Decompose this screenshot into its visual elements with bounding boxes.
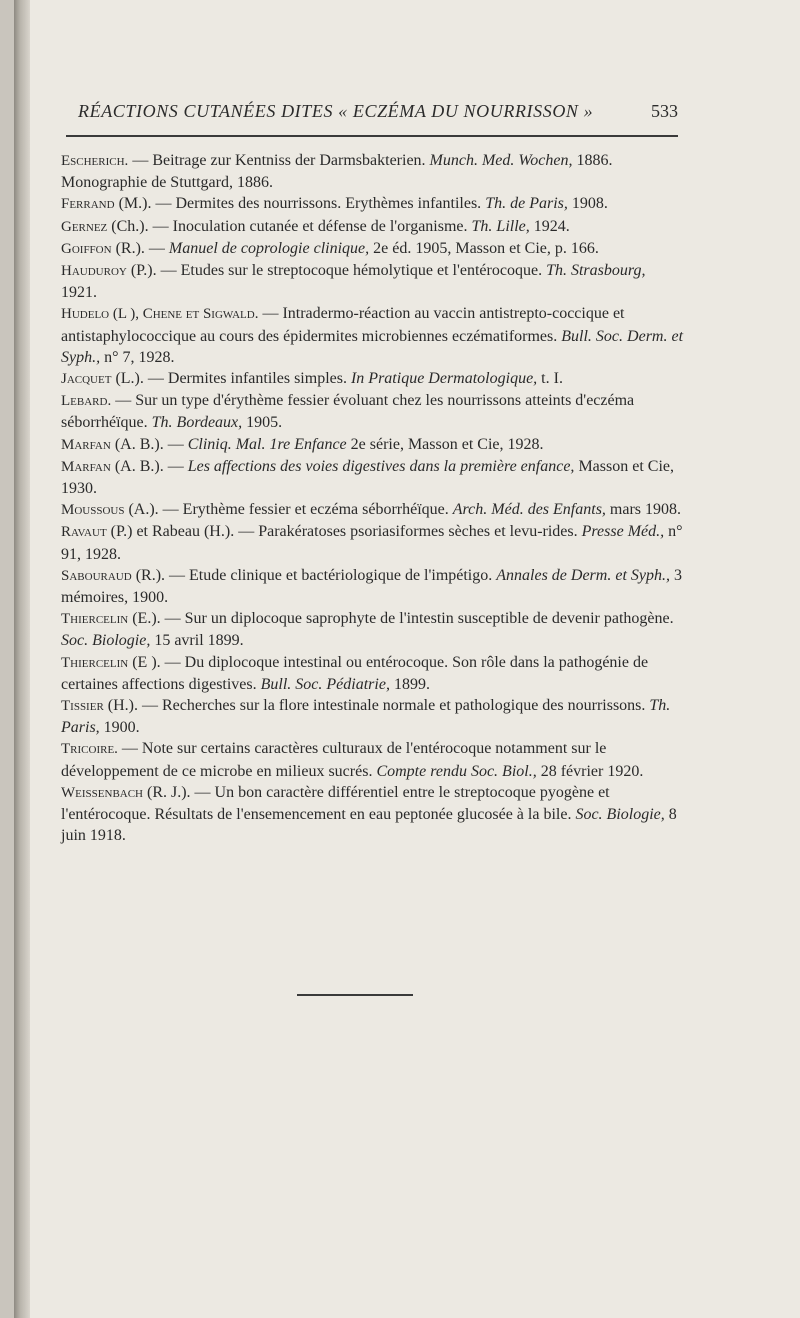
entry-author: Thiercelin bbox=[61, 611, 129, 628]
bibliography-entry bbox=[61, 499, 683, 521]
entry-author: Tricoire. bbox=[61, 741, 118, 758]
entry-italic: Munch. Med. Wochen, bbox=[429, 152, 573, 169]
page-binding-shadow bbox=[14, 0, 30, 1318]
entry-author: Ferrand bbox=[61, 196, 115, 213]
closing-rule bbox=[297, 994, 413, 996]
running-title: RÉACTIONS CUTANÉES DITES « ECZÉMA DU NOURRISSON » bbox=[78, 101, 594, 121]
entry-text: 8 juin 1918. bbox=[61, 806, 677, 845]
entry-text: 1905. bbox=[242, 414, 283, 432]
entry-text: 28 février 1920. bbox=[536, 762, 644, 780]
entry-text: 1886. Monographie de Stuttgard, 1886. bbox=[61, 152, 613, 192]
entry-text: (P.) et Rabeau (H.). — Parakératoses psoriasiformes sèches et levu-rides. bbox=[106, 523, 582, 541]
bibliography-entry bbox=[61, 434, 683, 456]
bibliography-entry bbox=[61, 608, 683, 651]
entry-author: Moussous bbox=[61, 502, 125, 519]
entry-italic: Bull. Soc. Pédiatrie, bbox=[260, 675, 390, 693]
entry-author: Jacquet bbox=[61, 371, 112, 388]
entry-text: (P.). — Etudes sur le streptocoque hémolytique et l'entérocoque. bbox=[126, 262, 547, 280]
entry-author: Hudelo (L ), Chene et Sigwald. bbox=[61, 306, 259, 323]
entry-italic: Compte rendu Soc. Biol., bbox=[376, 762, 537, 780]
book-page bbox=[14, 0, 800, 1318]
entry-text: (A. B.). — bbox=[110, 435, 188, 453]
entry-italic: In Pratique Dermatologique, bbox=[350, 370, 538, 388]
entry-italic: Presse Méd., bbox=[581, 523, 665, 541]
entry-text: (R.). — Etude clinique et bactériologique de l'impétigo. bbox=[131, 566, 497, 584]
bibliography-entry bbox=[61, 782, 683, 847]
entry-italic: Cliniq. Mal. 1re Enfance bbox=[187, 435, 347, 453]
entry-text: (E ). — Du diplocoque intestinal ou entérocoque. Son rôle dans la pathogénie de certaines affections digestives. bbox=[61, 653, 649, 693]
entry-italic: Th. de Paris, bbox=[485, 195, 568, 213]
entry-text: — Beitrage zur Kentniss der Darmsbakterien. bbox=[128, 152, 430, 169]
entry-author: Thiercelin bbox=[61, 654, 129, 671]
entry-text: 1921. bbox=[61, 284, 97, 302]
entry-text: 1924. bbox=[529, 217, 570, 235]
header-rule bbox=[66, 135, 678, 137]
entry-italic: Arch. Méd. des Enfants, bbox=[452, 501, 606, 519]
bibliography-entry bbox=[61, 652, 683, 695]
entry-italic: Les affections des voies digestives dans la première enfance, bbox=[187, 457, 575, 475]
entry-author: Gernez bbox=[61, 218, 108, 235]
entry-author: Goiffon bbox=[61, 240, 112, 257]
page-number: 533 bbox=[651, 101, 678, 121]
entry-text: (E.). — Sur un diplocoque saprophyte de l'intestin susceptible de devenir pathogène. bbox=[128, 610, 674, 628]
entry-italic: Th. Bordeaux, bbox=[151, 414, 243, 432]
entry-author: Sabouraud bbox=[61, 567, 132, 584]
bibliography-entry bbox=[61, 238, 683, 260]
bibliography-list bbox=[61, 150, 683, 847]
entry-text: (Ch.). — Inoculation cutanée et défense de l'organisme. bbox=[107, 217, 472, 235]
entry-author: Weissenbach bbox=[61, 784, 143, 801]
entry-text: n° 7, 1928. bbox=[100, 348, 175, 366]
entry-text: 1900. bbox=[99, 719, 140, 737]
entry-author: Escherich. bbox=[61, 153, 129, 169]
entry-text: (M.). — Dermites des nourrissons. Erythèmes infantiles. bbox=[114, 195, 486, 213]
entry-italic: Manuel de coprologie clinique, bbox=[168, 239, 370, 257]
entry-text: (A. B.). — bbox=[110, 457, 188, 475]
bibliography-entry bbox=[61, 150, 683, 193]
entry-italic: Bull. Soc. Derm. et Syph., bbox=[61, 327, 684, 366]
entry-text: 2e série, Masson et Cie, 1928. bbox=[346, 435, 544, 453]
entry-text: n° 91, 1928. bbox=[61, 523, 683, 563]
entry-text: — Sur un type d'érythème fessier évoluant chez les nourrissons atteints d'eczéma séborrhéïque. bbox=[61, 392, 635, 432]
entry-text: 1899. bbox=[389, 675, 430, 693]
bibliography-entry bbox=[61, 738, 683, 781]
entry-text: (A.). — Erythème fessier et eczéma séborrhéïque. bbox=[124, 501, 453, 519]
entry-text: 1908. bbox=[567, 195, 608, 213]
entry-text: t. I. bbox=[537, 370, 563, 388]
bibliography-entry bbox=[61, 260, 683, 303]
bibliography-entry bbox=[61, 521, 683, 564]
entry-author: Tissier bbox=[61, 698, 104, 715]
bibliography-entry bbox=[61, 565, 683, 608]
entry-text: — Intradermo-réaction au vaccin antistrepto-coccique et antistaphylococcique au cours des épidermites microbiennes eczématiformes. bbox=[61, 305, 625, 345]
entry-italic: Th. Strasbourg, bbox=[546, 262, 646, 280]
entry-text: (R. J.). — Un bon caractère différentiel entre le streptocoque pyogène et l'entérocoque. Résultats de l'ensemencement en eau peptonée glucosée à la bile. bbox=[61, 783, 610, 824]
entry-text: Masson et Cie, 1930. bbox=[61, 457, 674, 498]
entry-italic: Soc. Biologie, bbox=[61, 632, 151, 650]
entry-text: (H.). — Recherches sur la flore intestinale normale et pathologique des nourrissons. bbox=[103, 697, 650, 715]
entry-text: mars 1908. bbox=[605, 501, 682, 519]
entry-author: Marfan bbox=[61, 436, 111, 453]
entry-text: 3 mémoires, 1900. bbox=[61, 566, 682, 607]
bibliography-entry bbox=[61, 193, 683, 215]
bibliography-entry bbox=[61, 390, 683, 433]
entry-author: Lebard. bbox=[61, 393, 112, 410]
entry-italic: Th. Lille, bbox=[471, 217, 530, 235]
entry-author: Ravaut bbox=[61, 524, 107, 541]
entry-text: 15 avril 1899. bbox=[150, 632, 244, 650]
entry-italic: Th. Paris, bbox=[61, 697, 671, 737]
entry-text: — Note sur certains caractères culturaux de l'entérocoque notamment sur le développement de ce microbe en milieux sucrés. bbox=[61, 740, 607, 780]
entry-italic: Soc. Biologie, bbox=[575, 806, 665, 824]
running-header bbox=[78, 101, 678, 122]
entry-author: Hauduroy bbox=[61, 263, 127, 280]
bibliography-entry bbox=[61, 216, 683, 238]
entry-italic: Annales de Derm. et Syph., bbox=[496, 566, 670, 584]
entry-text: (L.). — Dermites infantiles simples. bbox=[111, 370, 351, 388]
bibliography-entry bbox=[61, 368, 683, 390]
entry-text: (R.). — bbox=[111, 239, 169, 257]
bibliography-entry bbox=[61, 456, 683, 499]
entry-author: Marfan bbox=[61, 458, 111, 475]
bibliography-entry bbox=[61, 303, 683, 368]
bibliography-entry bbox=[61, 695, 683, 738]
entry-text: 2e éd. 1905, Masson et Cie, p. 166. bbox=[369, 239, 599, 257]
